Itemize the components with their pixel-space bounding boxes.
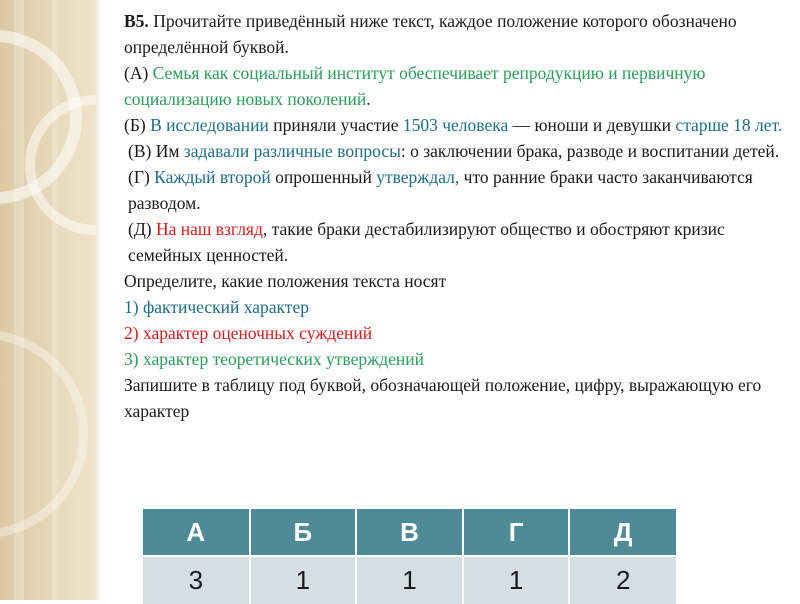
answer-cell-d: 2 <box>569 556 676 604</box>
statement-v-part2: : о заключении брака, разводе и воспитании детей. <box>400 141 780 161</box>
answer-cell-g: 1 <box>463 556 570 604</box>
statement-g-part1: Каждый второй <box>154 167 271 187</box>
header-cell-a: А <box>143 509 250 556</box>
statement-g-marker: (Г) <box>128 167 150 187</box>
decorative-arc <box>0 330 88 538</box>
answer-table-value-row <box>143 556 676 604</box>
option-2: 2) характер оценочных суждений <box>124 323 373 343</box>
instruction-text: Запишите в таблицу под буквой, обозначающей положение, цифру, выражающую его характер <box>124 375 762 421</box>
statement-b-part2: приняли участие <box>273 115 399 135</box>
task-number: B5. <box>124 11 149 31</box>
statement-g <box>104 164 794 216</box>
statement-a-end: . <box>366 89 371 109</box>
panel-shadow <box>96 0 102 600</box>
answer-cell-v: 1 <box>356 556 463 604</box>
statement-g-part2: опрошенный <box>275 167 372 187</box>
statement-b-part5: старше 18 лет. <box>675 115 783 135</box>
statement-b-part4: — юноши и девушки <box>512 115 672 135</box>
statement-b-part1: В исследовании <box>150 115 269 135</box>
question-text: Определите, какие положения текста носят <box>124 271 447 291</box>
answer-cell-b: 1 <box>250 556 357 604</box>
task-intro <box>104 8 794 60</box>
statement-v-part1: задавали различные вопросы <box>183 141 401 161</box>
statement-a-text: Семья как социальный институт обеспечивает репродукцию и первичную социализацию новых поколений <box>124 63 706 109</box>
header-cell-d: Д <box>569 509 676 556</box>
statement-b-marker: (Б) <box>124 115 146 135</box>
header-cell-b: Б <box>250 509 357 556</box>
answer-table-header-row <box>143 509 676 556</box>
statement-d <box>104 216 794 268</box>
statement-d-part1: На наш взгляд <box>155 219 263 239</box>
statement-a <box>104 60 794 112</box>
option-3: 3) характер теоретических утверждений <box>124 349 424 369</box>
statement-a-marker: (А) <box>124 63 149 83</box>
task-content <box>104 8 794 424</box>
statement-v-marker: (В) Им <box>128 141 180 161</box>
decorative-side-panel <box>0 0 96 600</box>
option-1: 1) фактический характер <box>124 297 309 317</box>
statement-b-part3: 1503 человека <box>402 115 509 135</box>
statement-b <box>104 112 794 138</box>
header-cell-v: В <box>356 509 463 556</box>
header-cell-g: Г <box>463 509 570 556</box>
statement-g-part4: что ранние браки часто заканчиваются разводом. <box>128 167 753 213</box>
statement-d-marker: (Д) <box>128 219 152 239</box>
answer-table <box>143 509 676 604</box>
intro-text: Прочитайте приведённый ниже текст, каждое положение которого обозначено определённой буквой. <box>124 11 737 57</box>
statement-v <box>104 138 794 164</box>
statement-g-part3: утверждал, <box>376 167 460 187</box>
statement-d-part2: , такие браки дестабилизируют общество и обостряют кризис семейных ценностей. <box>128 219 725 265</box>
answer-cell-a: 3 <box>143 556 250 604</box>
